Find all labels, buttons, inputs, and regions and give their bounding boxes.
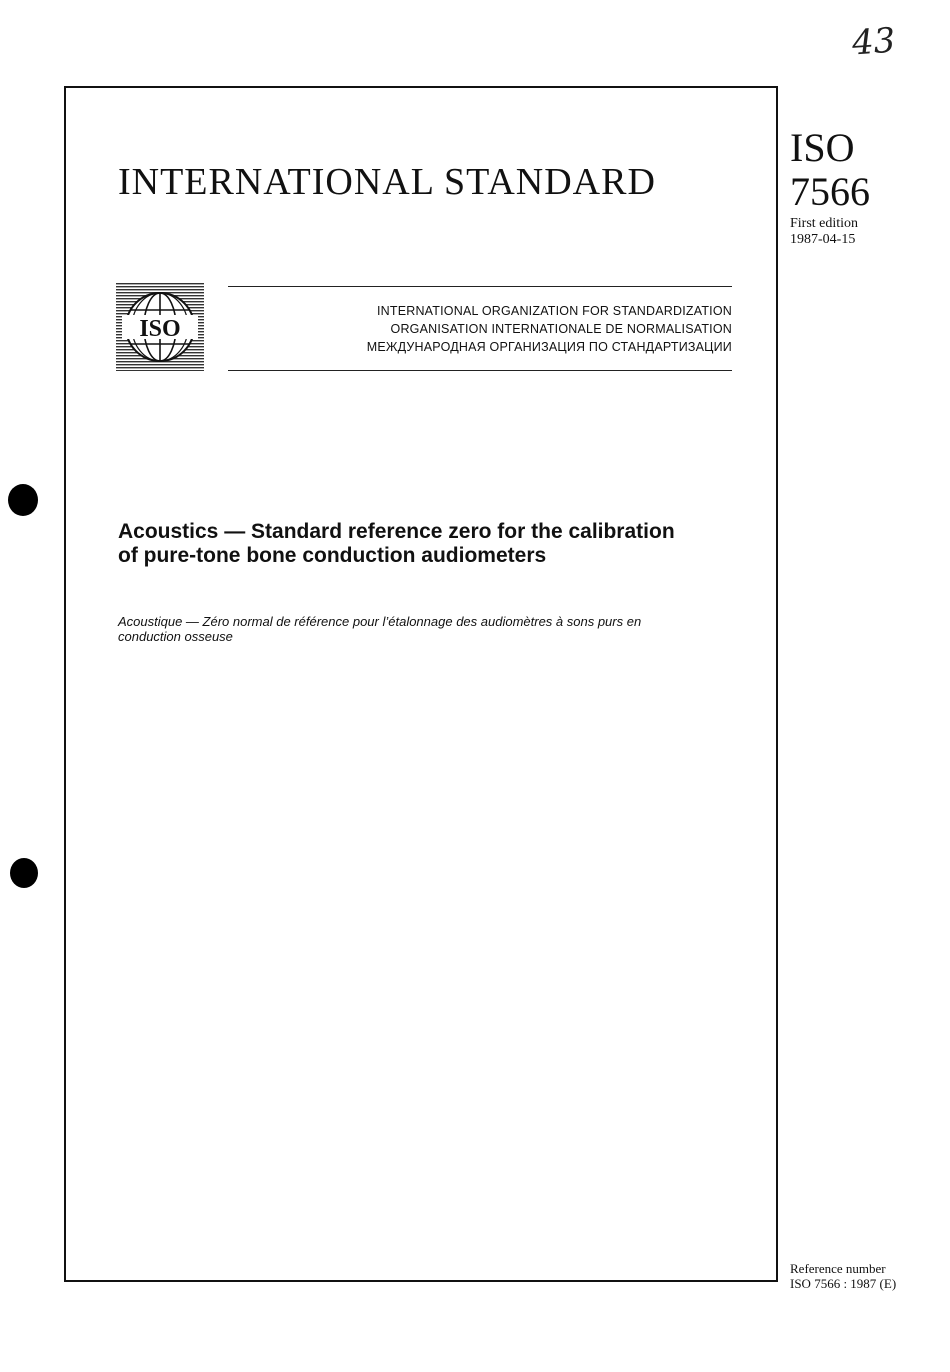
handwritten-page-number: 43: [850, 20, 897, 64]
document-title-line-2: of pure-tone bone conduction audiometers: [118, 544, 547, 567]
document-frame: [64, 86, 778, 1282]
side-iso-label: ISO: [790, 125, 855, 170]
top-rule: [228, 286, 732, 287]
org-name-english: INTERNATIONAL ORGANIZATION FOR STANDARDIZATION: [376, 304, 732, 318]
standard-heading: INTERNATIONAL STANDARD: [118, 161, 656, 203]
edition-date: 1987-04-15: [790, 232, 856, 247]
punch-hole-lower: [10, 858, 38, 888]
edition-label: First edition: [790, 216, 859, 231]
reference-number-label: Reference number: [790, 1261, 886, 1276]
org-name-russian: МЕЖДУНАРОДНАЯ ОРГАНИЗАЦИЯ ПО СТАНДАРТИЗАЦИИ: [366, 340, 732, 354]
subtitle-line-2: conduction osseuse: [118, 629, 233, 644]
document-subtitle-french: [118, 614, 738, 644]
iso-globe-logo-icon: [116, 283, 204, 371]
document-title-line-1: Acoustics — Standard reference zero for the calibration: [118, 520, 675, 543]
reference-number-value: ISO 7566 : 1987 (E): [790, 1276, 897, 1291]
subtitle-line-1: Acoustique — Zéro normal de référence pour l’étalonnage des audiomètres à sons purs en: [118, 614, 642, 629]
bottom-rule: [228, 370, 732, 371]
logo-text: ISO: [139, 316, 181, 342]
side-standard-number: 7566: [790, 169, 870, 214]
punch-hole-upper: [8, 484, 38, 516]
document-title: [118, 520, 758, 568]
org-name-french: ORGANISATION INTERNATIONALE DE NORMALISATION: [390, 322, 732, 336]
